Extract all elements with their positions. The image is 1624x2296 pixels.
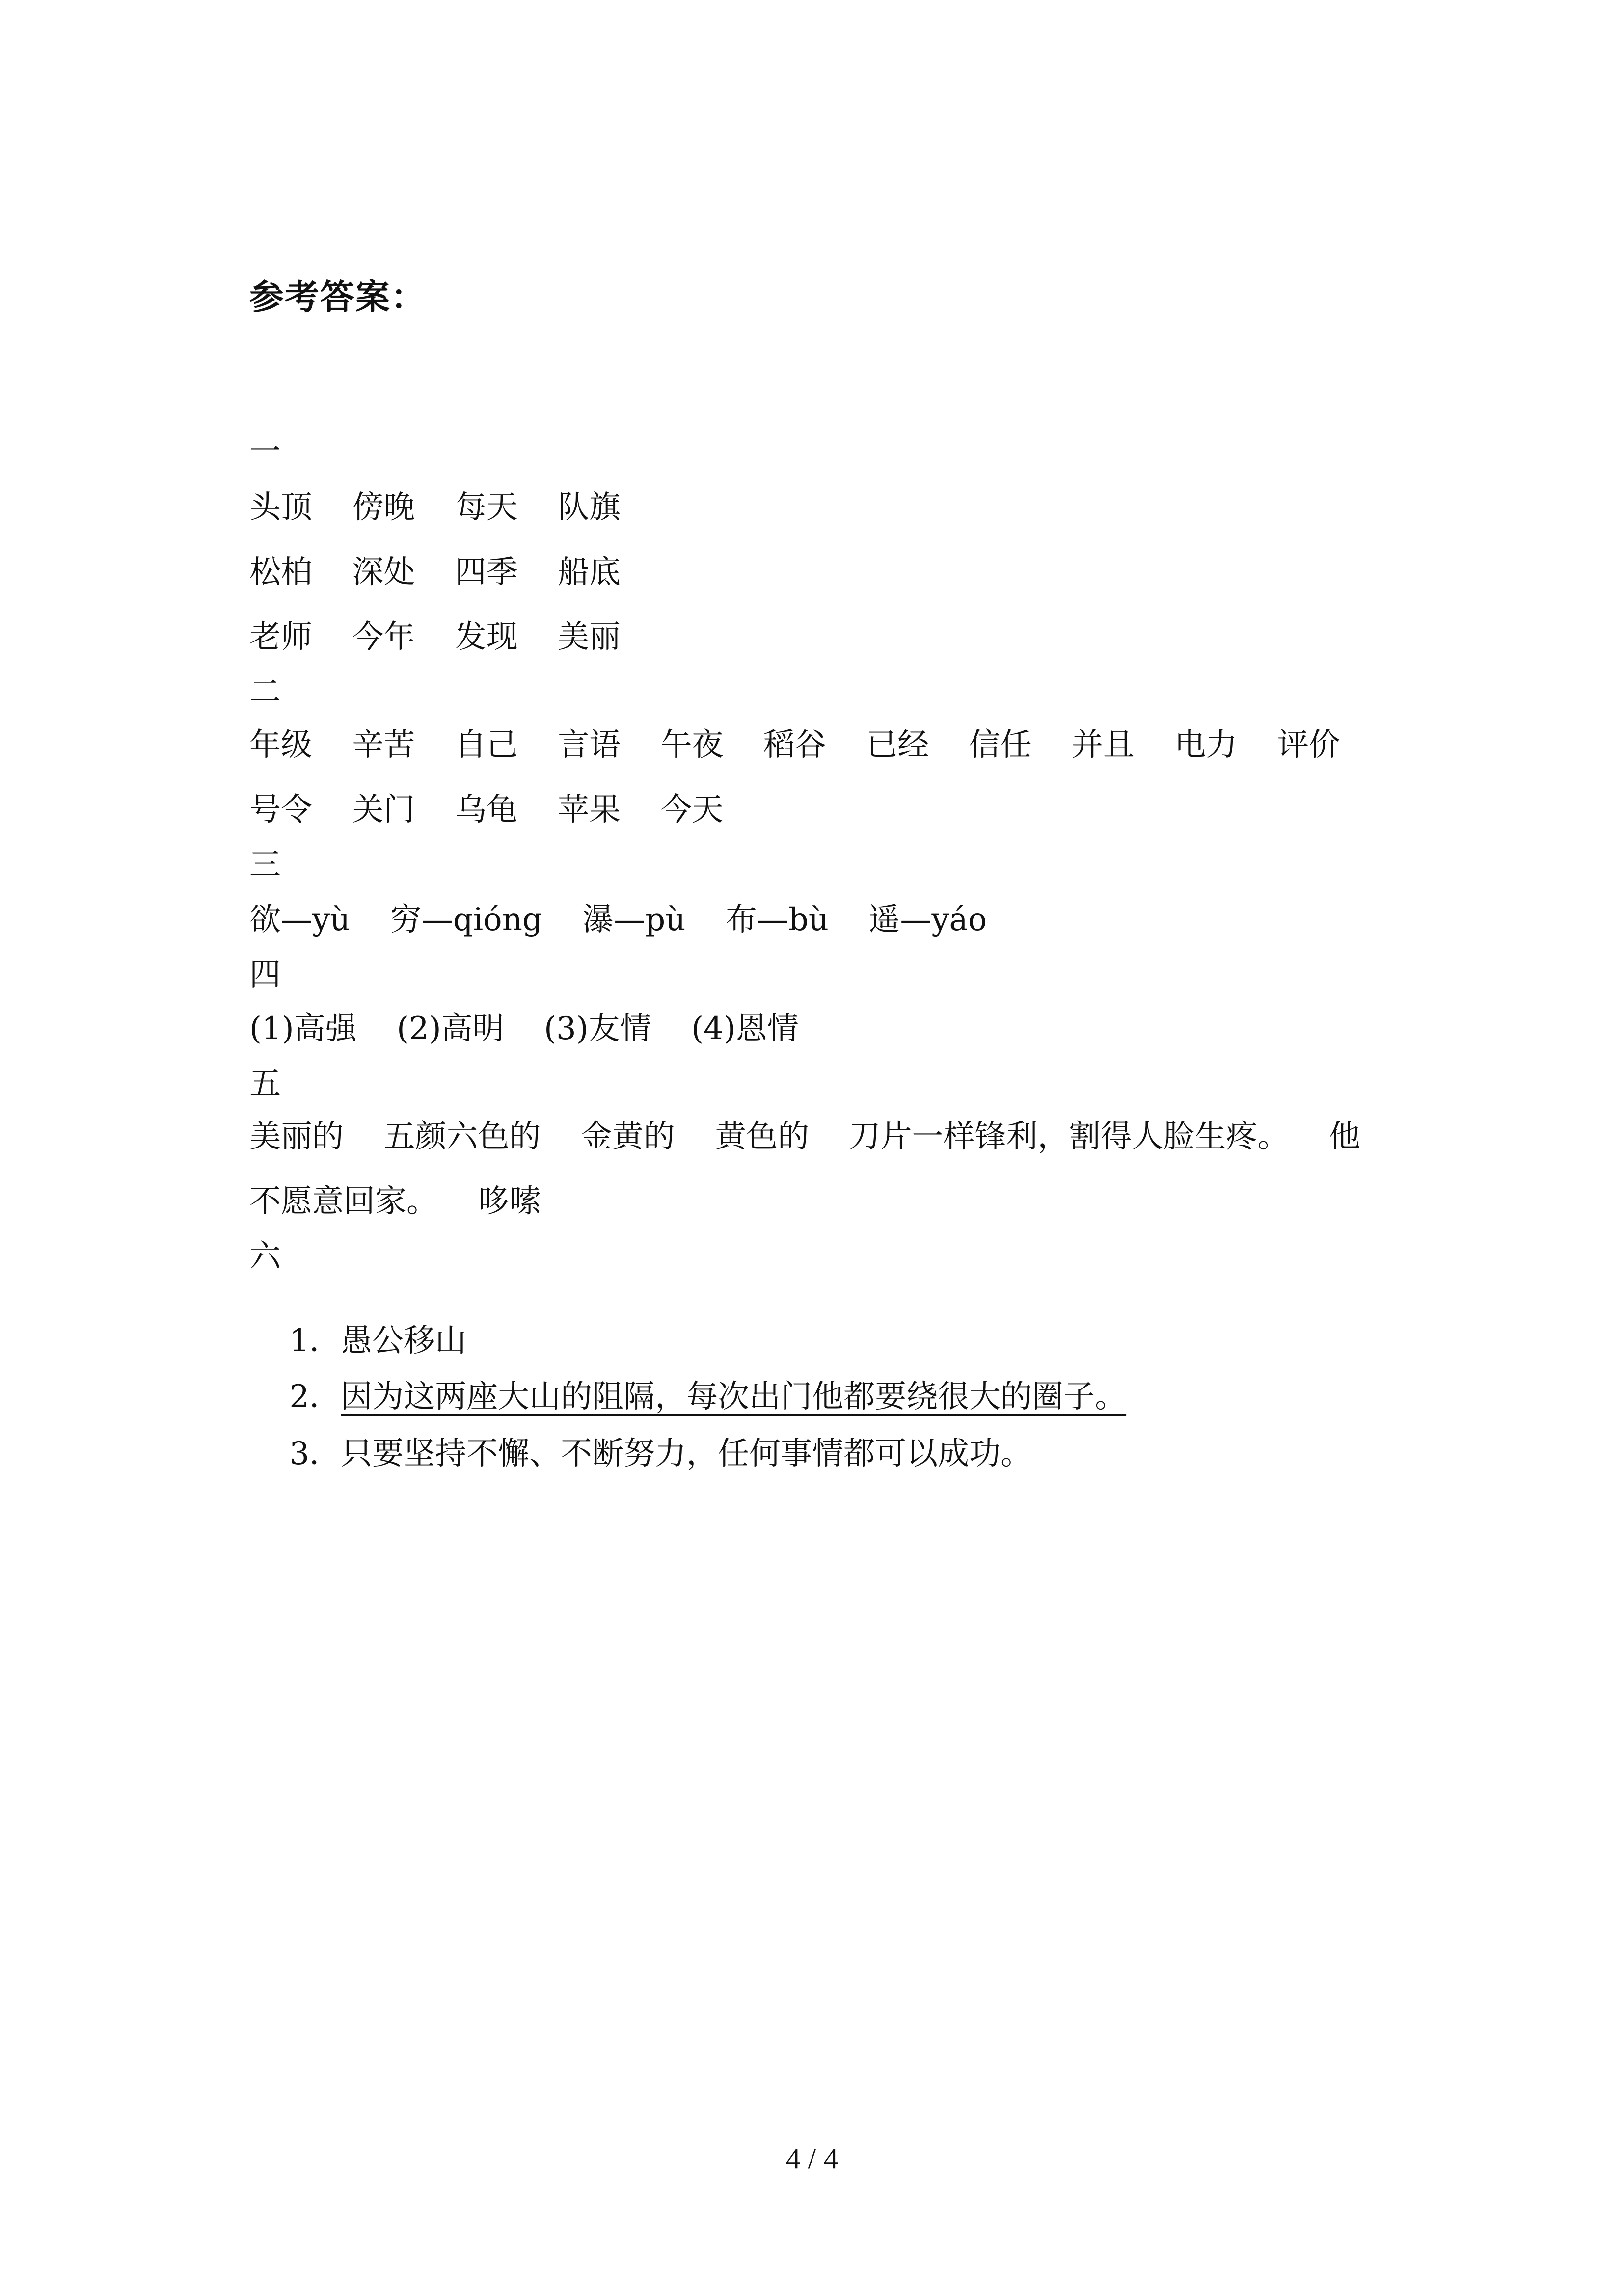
section-heading-2: 二: [249, 674, 281, 710]
answer-item-text: 愚公移山: [341, 1323, 467, 1359]
section-heading-3: 三: [249, 847, 281, 883]
page-number: 4 / 4: [785, 2142, 839, 2175]
section-1-row-1: 头顶 傍晚 每天 队旗: [249, 489, 621, 526]
section-3-row-1: 欲—yù 穷—qióng 瀑—pù 布—bù 遥—yáo: [249, 902, 987, 938]
section-2-row-2: 号令 关门 乌龟 苹果 今天: [249, 792, 724, 828]
answer-item-3: [249, 1407, 1032, 1501]
section-1-row-3: 老师 今年 发现 美丽: [249, 619, 621, 655]
section-heading-1: 一: [249, 433, 281, 470]
section-heading-5: 五: [249, 1066, 281, 1102]
section-heading-6: 六: [249, 1238, 281, 1275]
section-1-row-2: 松柏 深处 四季 船底: [249, 554, 621, 590]
section-4-row-1: (1)高强 (2)高明 (3)友情 (4)恩情: [249, 1011, 799, 1047]
section-2-row-1: 年级 辛苦 自己 言语 午夜 稻谷 已经 信任 并且 电力 评价: [249, 727, 1340, 763]
section-heading-4: 四: [249, 957, 281, 993]
page-title: 参考答案：: [249, 276, 426, 317]
answer-item-text-underlined: 因为这两座大山的阻隔，每次出门他都要绕很大的圈子。: [341, 1379, 1127, 1415]
answer-item-text: 只要坚持不懈、不断努力，任何事情都可以成功。: [341, 1436, 1032, 1472]
answer-item-number: 2．: [289, 1379, 341, 1415]
section-5-row-1: 美丽的 五颜六色的 金黄的 黄色的 刀片一样锋利，割得人脸生疼。 他: [249, 1119, 1360, 1155]
section-5-row-2: 不愿意回家。 哆嗦: [249, 1183, 541, 1220]
answer-item-number: 1．: [289, 1323, 341, 1359]
answer-item-number: 3．: [289, 1436, 341, 1472]
